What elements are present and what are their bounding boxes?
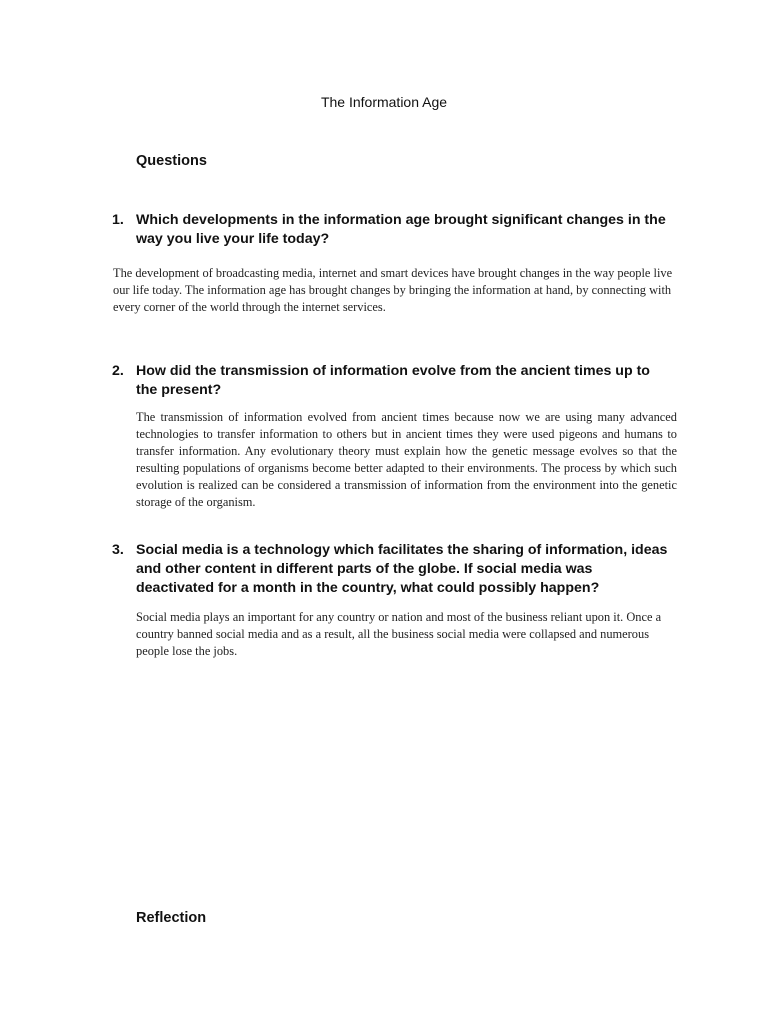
question-2-text: How did the transmission of information evolve from the ancient times up to the present?: [136, 363, 650, 398]
answer-3: Social media plays an important for any country or nation and most of the business reliant upon it. Once a country banned social media and as a result, all the business social media were collapsed and numerous people lose the jobs.: [136, 610, 662, 658]
document-title: The Information Age: [320, 94, 448, 110]
question-3: [112, 541, 672, 598]
question-1-text: Which developments in the information age brought significant changes in the way you live your life today?: [136, 212, 666, 247]
answer-1: The development of broadcasting media, internet and smart devices have brought changes in the way people live our life today. The information age has brought changes by bringing the information at hand, by connecting with every corner of the world through the internet services.: [113, 266, 673, 314]
question-1-number: 1.: [112, 212, 124, 228]
questions-heading: Questions: [136, 153, 207, 169]
question-3-number: 3.: [112, 542, 124, 558]
question-2: [112, 362, 672, 400]
answer-2: The transmission of information evolved from ancient times because now we are using many advanced technologies to transfer information to others but in ancient times they were used pigeons and humans to transfer information. Any evolutionary theory must explain how the genetic message evolves so that the resulting populations of organisms become better adapted to their environments. The process by which such evolution is realized can be considered a transmission of information from the environment into the genetic storage of the organism.: [136, 410, 677, 509]
question-3-text: Social media is a technology which facilitates the sharing of information, ideas and other content in different parts of the globe. If social media was deactivated for a month in the country, what could possibly happen?: [136, 542, 668, 596]
reflection-heading: Reflection: [136, 910, 207, 926]
question-1: [112, 211, 672, 249]
question-2-number: 2.: [112, 363, 124, 379]
